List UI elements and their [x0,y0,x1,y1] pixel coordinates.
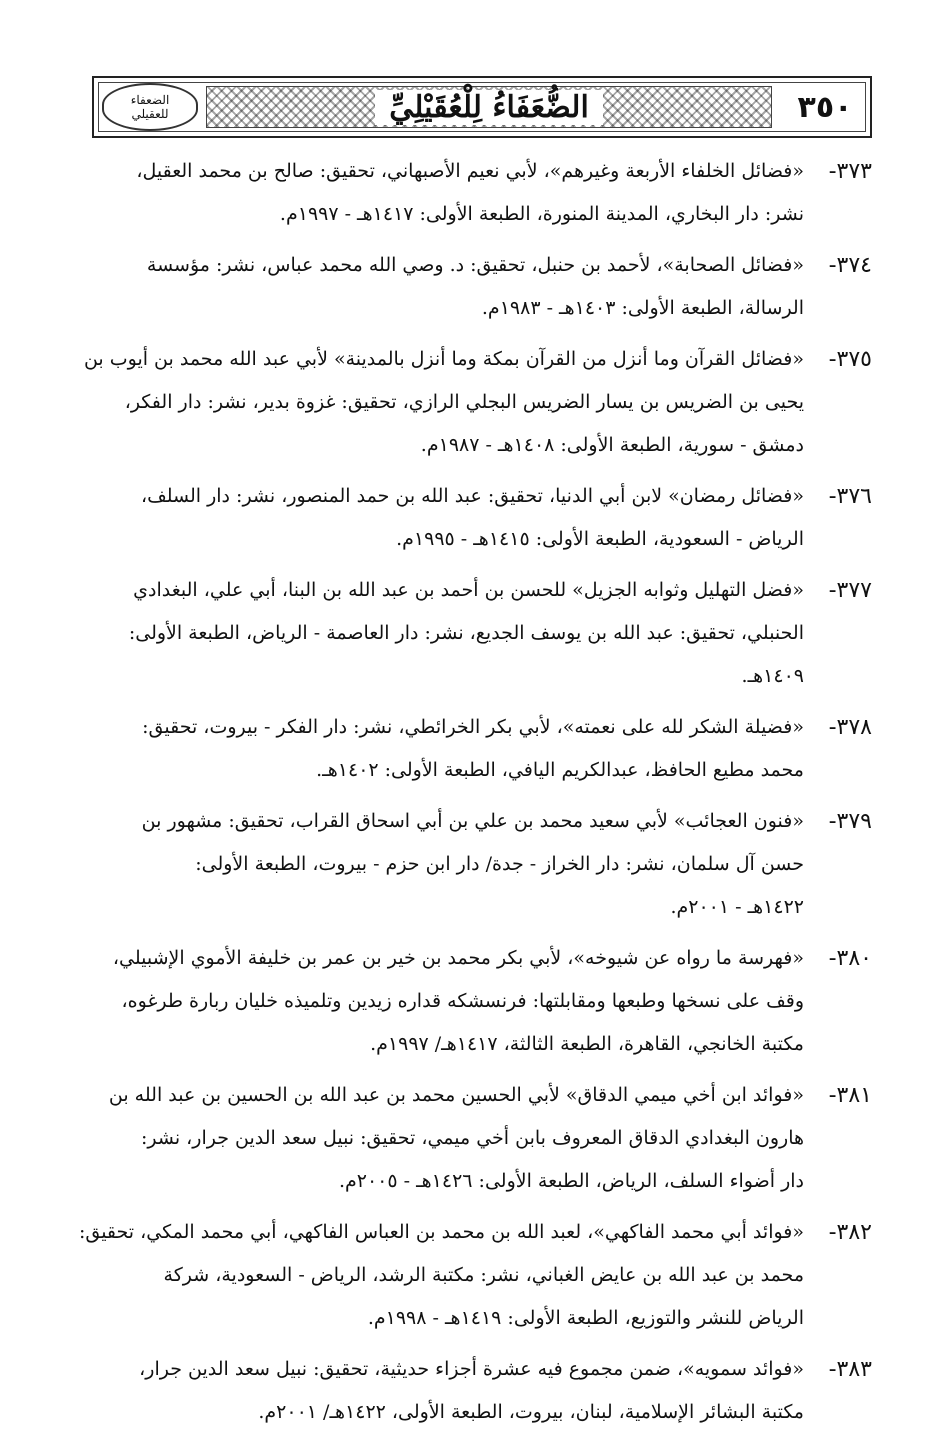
entry-line: ١٤٢٢هـ - ٢٠٠١م. [670,896,804,918]
entry-number: ٣٧٣- [828,159,872,184]
bibliography-entry [98,150,872,236]
entry-line: الرياض - السعودية، الطبعة الأولى: ١٤١٥هـ - ١٩٩٥م. [396,528,804,550]
bibliography-entry [98,937,872,1066]
seal-line-1: الضعفاء [130,93,170,107]
seal-line-2: للعقيلي [131,107,169,121]
entry-line: «فوائد أبي محمد الفاكهي»، لعبد الله بن محمد بن العباس الفاكهي، أبي محمد المكي، تحقيق: [78,1221,804,1243]
entry-number: ٣٨٢- [828,1220,872,1245]
entry-number: ٣٧٤- [828,253,872,278]
entry-line: «فضل التهليل وثوابه الجزيل» للحسن بن أحمد بن عبد الله بن البنا، أبي علي، البغدادي [133,579,804,601]
bibliography-entry [98,569,872,698]
header-ornament [206,86,772,128]
bibliography-entry [98,475,872,561]
entry-text [98,475,804,561]
entry-text [98,800,804,929]
page-header [92,76,872,138]
bibliography-entry [98,244,872,330]
entry-text [98,1074,804,1203]
bibliography-entry [78,1211,872,1340]
entry-text [98,569,804,698]
entry-text [98,150,804,236]
entry-number: ٣٧٩- [828,809,872,834]
book-title: الضُّعَفَاءُ لِلْعُقَيْلِيِّ [375,90,603,125]
entry-line: دمشق - سورية، الطبعة الأولى: ١٤٠٨هـ - ١٩٨٧م. [420,434,804,456]
entry-line: مكتبة البشائر الإسلامية، لبنان، بيروت، الطبعة الأولى، ١٤٢٢هـ/ ٢٠٠١م. [258,1401,804,1423]
entry-line: محمد بن عبد الله بن عايض الغباني، نشر: مكتبة الرشد، الرياض - السعودية، شركة [163,1264,804,1286]
bibliography-entry [98,800,872,929]
entry-line: حسن آل سلمان، نشر: دار الخراز - جدة/ دار ابن حزم - بيروت، الطبعة الأولى: [195,853,804,875]
entry-line: دار أضواء السلف، الرياض، الطبعة الأولى: ١٤٢٦هـ - ٢٠٠٥م. [338,1170,804,1192]
entry-line: وقف على نسخها وطبعها ومقابلتها: فرنسشكه قداره زيدين وتلميذه خليان ربارة طرغوه، [121,990,804,1012]
entry-number: ٣٧٨- [828,715,872,740]
entry-text [98,1348,804,1434]
entry-line: «فنون العجائب» لأبي سعيد محمد بن علي بن أبي اسحاق القراب، تحقيق: مشهور بن [141,810,804,832]
entry-line: «فوائد سمويه»، ضمن مجموع فيه عشرة أجزاء حديثية، تحقيق: نبيل سعد الدين جرار، [139,1358,804,1380]
entry-line: يحيى بن الضريس بن يسار الضريس البجلي الرازي، تحقيق: غزوة بدير، نشر: دار الفكر، [124,391,804,413]
bibliography-entry [98,706,872,792]
entry-line: ١٤٠٩هـ. [741,665,804,687]
entry-number: ٣٨٠- [828,946,872,971]
entry-text [79,1211,804,1340]
entry-text [98,244,804,330]
entry-line: «فضائل القرآن وما أنزل من القرآن بمكة وما أنزل بالمدينة» لأبي عبد الله محمد بن أيوب بن [83,348,804,370]
entry-line: هارون البغدادي الدقاق المعروف بابن أخي ميمي، تحقيق: نبيل سعد الدين جرار، نشر: [141,1127,804,1149]
entry-line: «فضائل رمضان» لابن أبي الدنيا، تحقيق: عبد الله بن حمد المنصور، نشر: دار السلف، [140,485,804,507]
entry-number: ٣٧٧- [828,578,872,603]
entry-line: محمد مطيع الحافظ، عبدالكريم اليافي، الطبعة الأولى: ١٤٠٢هـ. [316,759,804,781]
entry-line: «فضائل الخلفاء الأربعة وغيرهم»، لأبي نعيم الأصبهاني، تحقيق: صالح بن محمد العقيل، [136,160,804,182]
entry-line: الرسالة، الطبعة الأولى: ١٤٠٣هـ - ١٩٨٣م. [481,297,804,319]
bibliography-entry [98,1074,872,1203]
bibliography-entry [98,1348,872,1434]
entry-line: الرياض للنشر والتوزيع، الطبعة الأولى: ١٤١٩هـ - ١٩٩٨م. [367,1307,804,1329]
entry-line: مكتبة الخانجي، القاهرة، الطبعة الثالثة، ١٤١٧هـ/ ١٩٩٧م. [370,1033,804,1055]
bibliography-list [78,150,872,1442]
entry-line: «فضائل الصحابة»، لأحمد بن حنبل، تحقيق: د. وصي الله محمد عباس، نشر: مؤسسة [146,254,804,276]
entry-number: ٣٨١- [828,1083,872,1108]
book-seal-icon [102,83,198,131]
entry-line: «فضيلة الشكر لله على نعمته»، لأبي بكر الخرائطي، نشر: دار الفكر - بيروت، تحقيق: [142,716,804,738]
entry-line: نشر: دار البخاري، المدينة المنورة، الطبعة الأولى: ١٤١٧هـ - ١٩٩٧م. [279,203,804,225]
entry-number: ٣٨٣- [828,1357,872,1382]
entry-number: ٣٧٦- [828,484,872,509]
entry-number: ٣٧٥- [828,347,872,372]
entry-text [98,937,804,1066]
bibliography-entry [83,338,872,467]
page-number: ٣٥٠ [797,89,853,125]
entry-text [98,706,804,792]
entry-text [84,338,804,467]
entry-line: «فوائد ابن أخي ميمي الدقاق» لأبي الحسين محمد بن عبد الله بن الحسين بن عبد الله بن [108,1084,804,1106]
entry-line: الحنبلي، تحقيق: عبد الله بن يوسف الجديع، نشر: دار العاصمة - الرياض، الطبعة الأولى: [128,622,804,644]
entry-line: «فهرسة ما رواه عن شيوخه»، لأبي بكر محمد بن خير بن عمر بن خليفة الأموي الإشبيلي، [112,947,804,969]
